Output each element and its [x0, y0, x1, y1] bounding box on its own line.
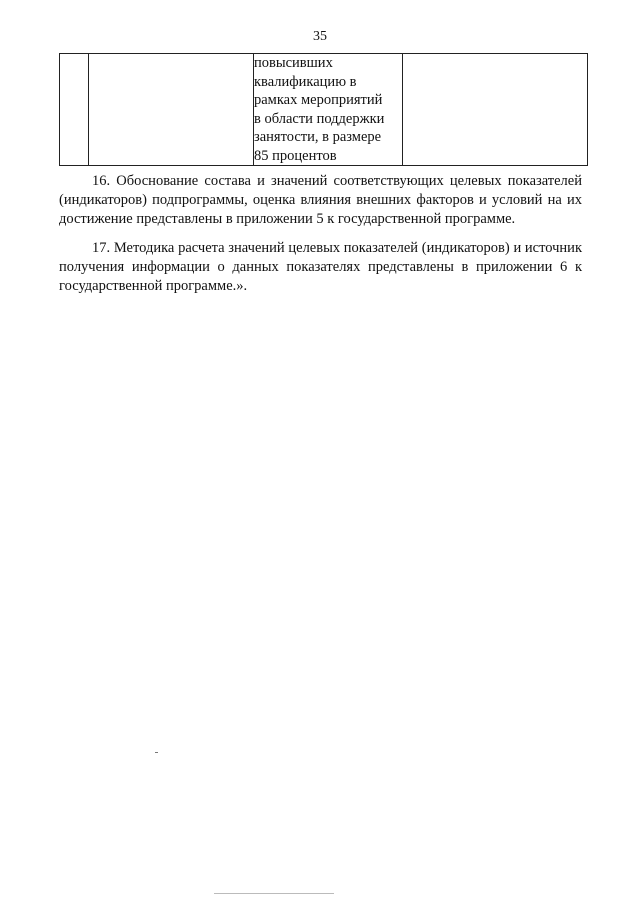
scan-speck	[155, 752, 158, 753]
description-line: повысивших	[254, 55, 333, 71]
description-line: рамках мероприятий	[254, 92, 383, 108]
table-cell-name	[89, 54, 254, 166]
description-line: 85 процентов	[254, 147, 337, 164]
scan-speck	[214, 893, 334, 894]
paragraph-17: 17. Методика расчета значений целевых показателей (индикаторов) и источник получения информации о данных показателях представлены в приложении 6 к государственной программе.».	[59, 240, 582, 294]
indicator-table	[59, 53, 588, 166]
page-number: 35	[313, 29, 327, 44]
description-line: занятости, в размере	[254, 129, 382, 145]
paragraph-16: 16. Обоснование состава и значений соответствующих целевых показателей (индикаторов) подпрограммы, оценка влияния внешних факторов и условий на их достижение представлены в приложении 5 к государственной программе.	[59, 173, 582, 227]
description-line: квалификацию в	[254, 73, 357, 90]
description-line: в области поддержки	[254, 110, 385, 127]
table-row	[60, 54, 588, 166]
table-cell-number	[60, 54, 89, 166]
table-cell-value	[403, 54, 588, 166]
table-cell-description	[254, 54, 403, 166]
